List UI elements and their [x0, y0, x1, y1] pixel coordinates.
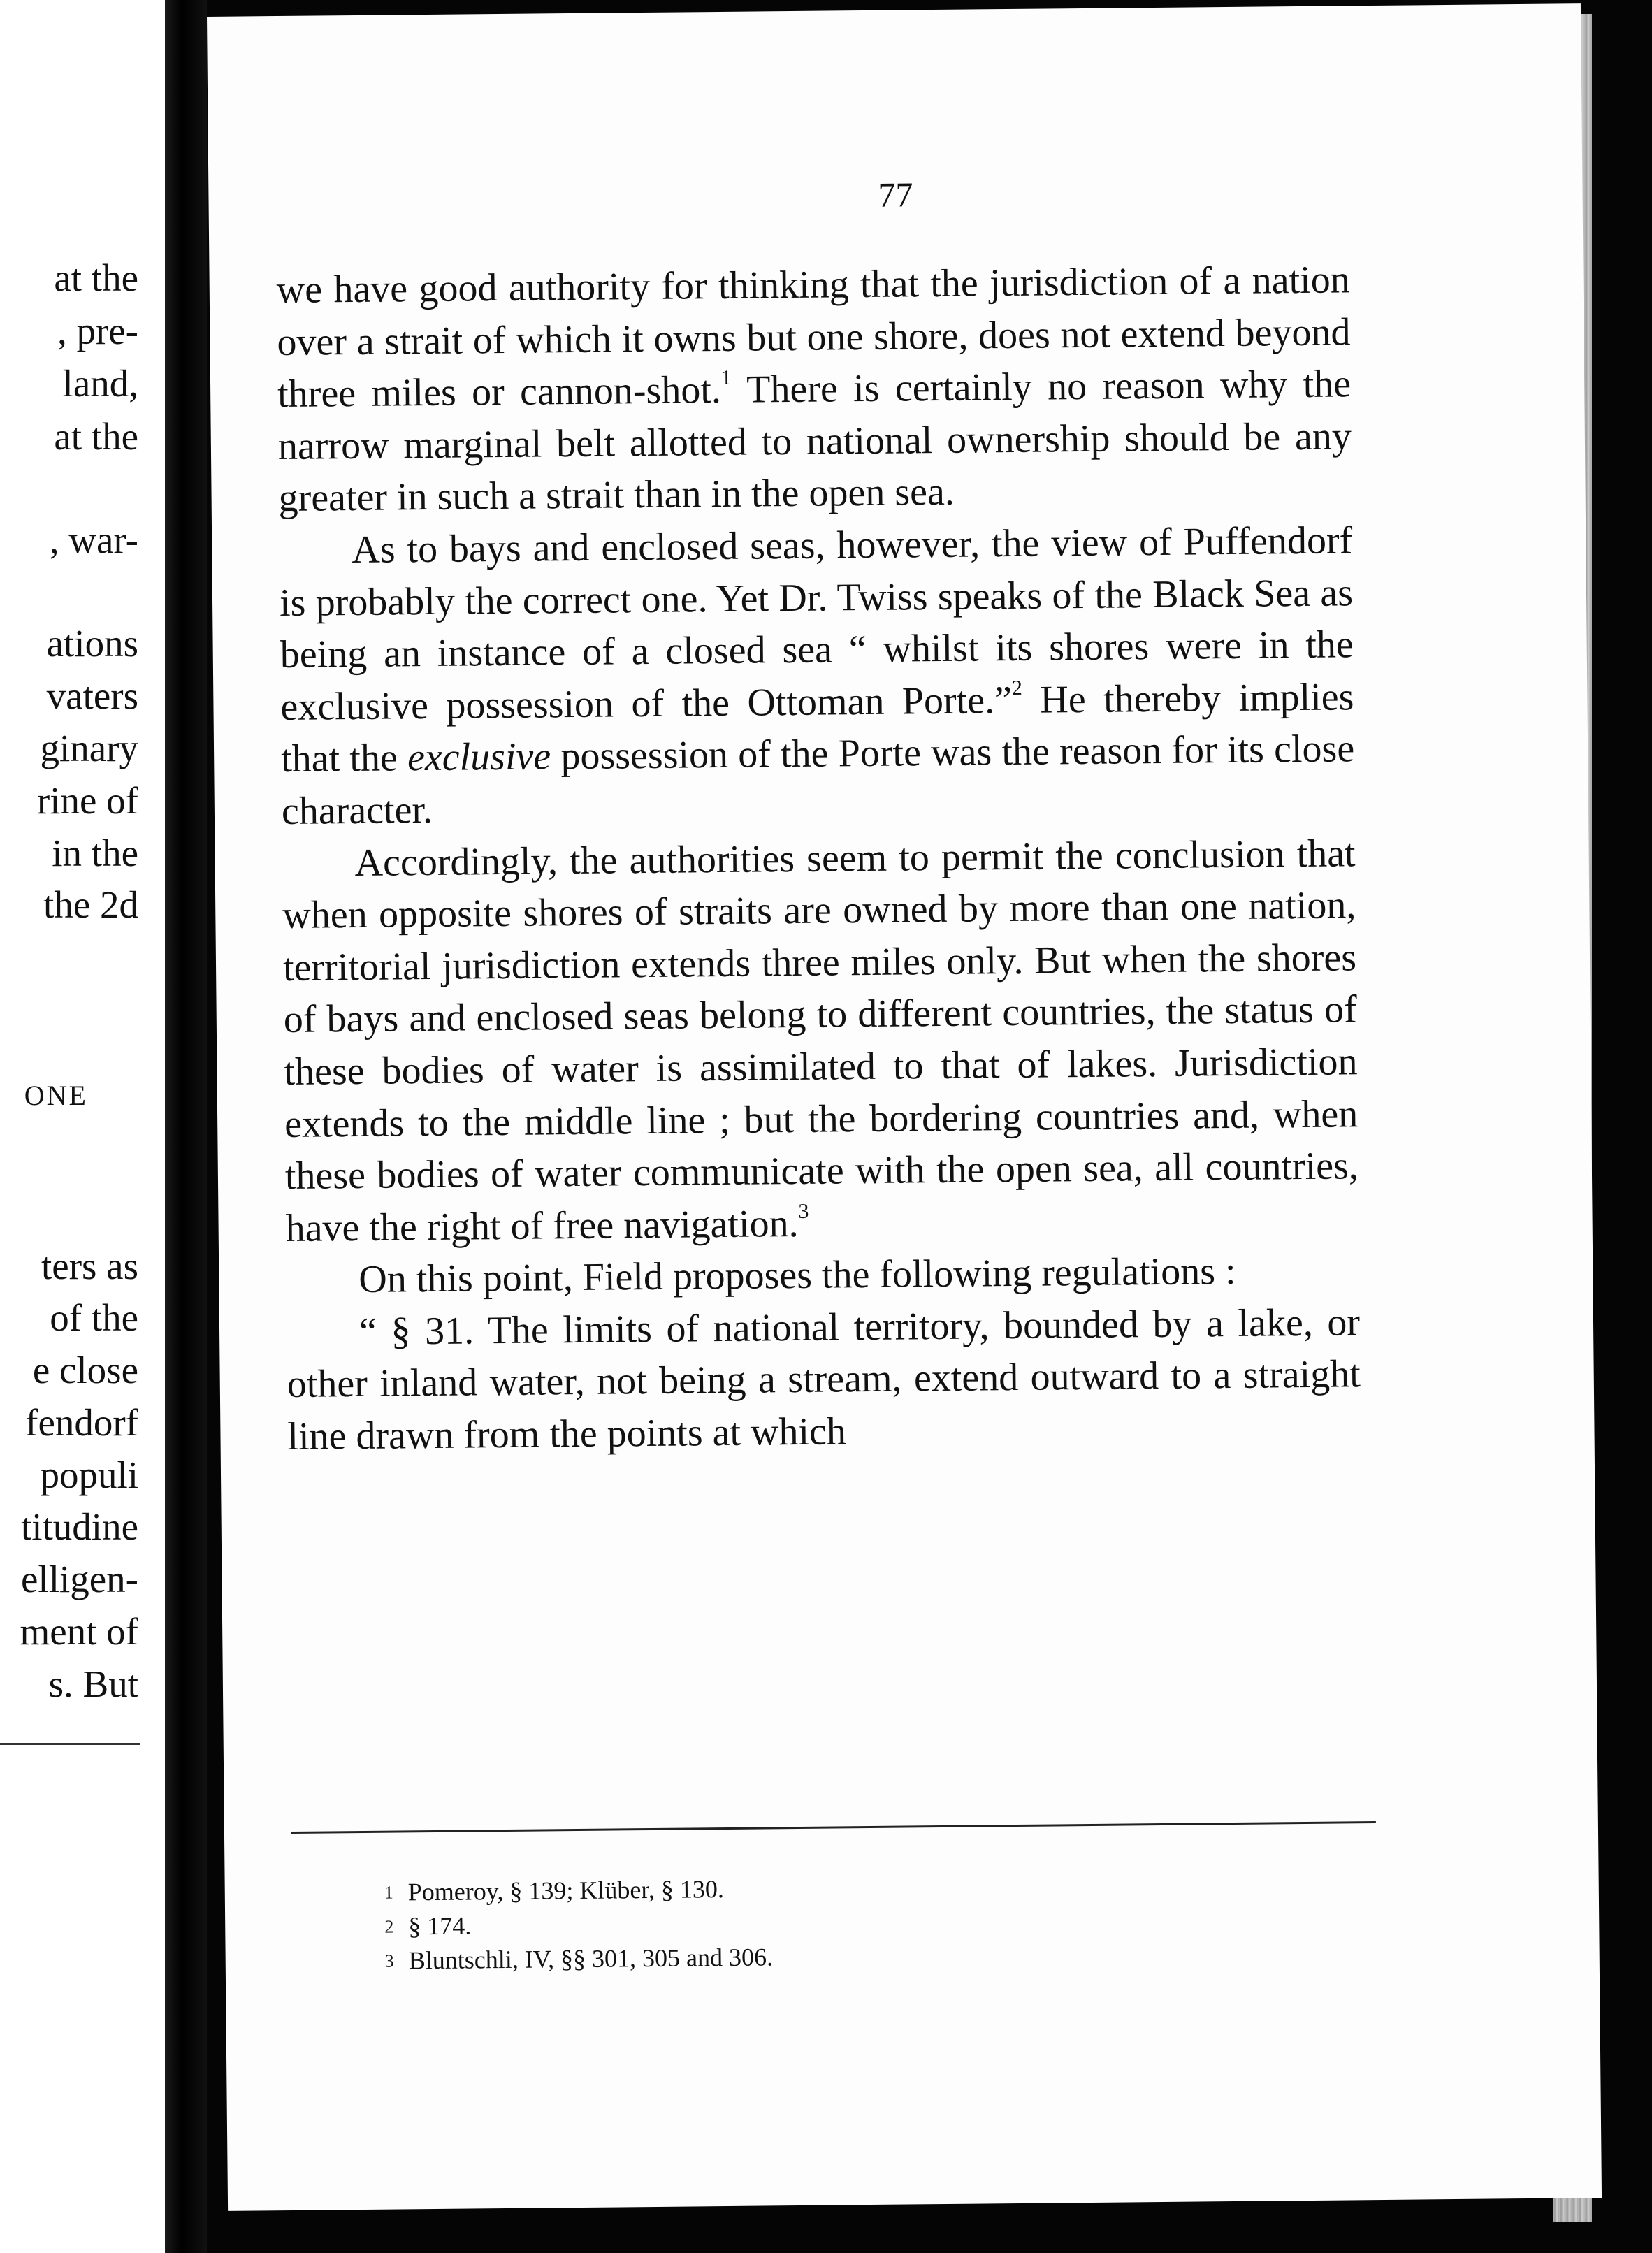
left-fragment: ations — [46, 622, 138, 665]
left-heading-fragment: ONE — [24, 1080, 88, 1111]
left-fragment: land, — [62, 362, 138, 405]
paragraph-text: There is certainly no reason why the narrow marginal belt allotted to national ownership should be any greater in such a strait than in the open sea. — [277, 362, 1352, 521]
emphasis-text: exclusive — [407, 734, 551, 780]
book-gutter — [165, 0, 207, 2253]
footnote-text: Bluntschli, IV, §§ 301, 305 and 306. — [408, 1943, 774, 1975]
footnote-mark: 1 — [384, 1882, 393, 1903]
paragraph-text: He thereby implies that the — [280, 675, 1354, 781]
left-fragment: vaters — [46, 674, 138, 717]
left-fragment: the 2d — [43, 883, 138, 926]
paragraph — [279, 514, 1355, 837]
paragraph-text: On this point, Field proposes the following regulations : — [358, 1249, 1236, 1302]
paragraph-text: we have good authority for thinking that the jurisdiction of a nation over a strait of which it owns but one shore, does not extend beyond three miles or cannon-shot. — [276, 258, 1351, 416]
footnote-ref: 2 — [1011, 676, 1022, 700]
left-fragment: at the — [54, 256, 138, 299]
left-fragment: rine of — [36, 779, 138, 822]
left-fragment: at the — [54, 415, 138, 458]
paragraph-text: As to bays and enclosed seas, however, the view of Puffendorf is probably the correct one. Yet Dr. Twiss speaks of the Black Sea as being an instance of a closed sea “ whilst its shores were in the exclusive possession of the Ottoman Porte.” — [279, 519, 1354, 729]
footnote-rule — [291, 1821, 1376, 1834]
left-fragment: of the — [50, 1296, 138, 1339]
left-fragment: titudine — [20, 1505, 138, 1548]
footnote-mark: 3 — [384, 1950, 394, 1971]
footnotes — [384, 1867, 1294, 1978]
page-number: 77 — [878, 175, 913, 215]
paragraph-text: Accordingly, the authorities seem to permit the conclusion that when opposite shores of straits are owned by more than one nation, territorial jurisdiction extends three miles only. But when the shores of bays and enclosed seas belong to different countries, the status of these bodies of water is assimilated to that of lakes. Jurisdiction extends to the middle line ; but the bordering countries and, when these bodies of water communicate with the open sea, all countries, have the right of free navigation. — [282, 831, 1359, 1250]
left-fragment: populi — [40, 1454, 138, 1496]
paragraph — [287, 1296, 1361, 1463]
facing-page-left — [0, 0, 165, 2253]
paragraph-text: possession of the Porte was the reason for its close character. — [281, 727, 1355, 833]
footnote-text: § 174. — [408, 1911, 472, 1941]
left-fragment: in the — [52, 832, 138, 874]
footnote-text: Pomeroy, § 139; Klüber, § 130. — [407, 1875, 725, 1906]
left-fragment: ment of — [20, 1610, 138, 1653]
left-fragment: , war- — [49, 519, 138, 561]
left-fragment: e close — [32, 1349, 138, 1391]
paragraph-text: “ § 31. The limits of national territory, bounded by a lake, or other inland water, not being a stream, extend outward to a straight line drawn from the points at which — [287, 1301, 1361, 1459]
book-page — [207, 3, 1602, 2211]
body-text — [276, 254, 1361, 1463]
paragraph — [276, 254, 1352, 525]
left-fragment: ginary — [40, 727, 138, 769]
footnote-ref: 1 — [720, 366, 732, 390]
paragraph — [282, 827, 1359, 1254]
left-fragment: , pre- — [57, 310, 138, 352]
left-fragment: elligen- — [21, 1558, 138, 1600]
left-footnote-rule — [0, 1743, 140, 1745]
footnote-mark: 2 — [384, 1916, 394, 1937]
left-fragment: s. But — [48, 1662, 138, 1705]
footnote-ref: 3 — [798, 1199, 809, 1223]
left-fragment: ters as — [41, 1245, 138, 1287]
left-fragment: fendorf — [25, 1401, 138, 1444]
